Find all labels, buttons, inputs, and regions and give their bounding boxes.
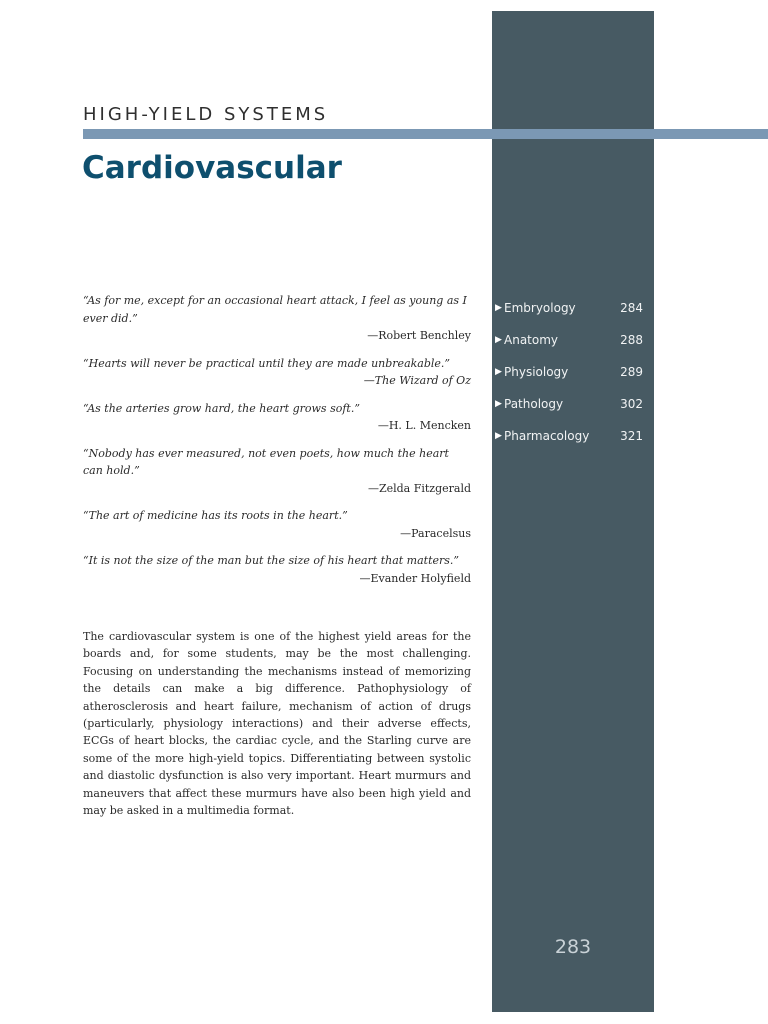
epigraph-quotes xyxy=(83,292,471,597)
quote-author: —H. L. Mencken xyxy=(377,419,471,432)
triangle-right-icon: ▶ xyxy=(495,303,502,313)
quote-author: —The Wizard of Oz xyxy=(363,374,471,387)
toc-item-anatomy[interactable] xyxy=(495,324,643,356)
quote xyxy=(83,445,471,498)
chapter-intro-paragraph: The cardiovascular system is one of the highest yield areas for the boards and, for some students, may be the most challenging. Focusing on understanding the mechanisms instead of memorizing the details can make a big difference. Pathophysiology of atherosclerosis and heart failure, mechanism of action of drugs (particularly, physiology interactions) and their adverse effects, ECGs of heart blocks, the cardiac cycle, and the Starling curve are some of the more high-yield topics. Differentiating between systolic and diastolic dysfunction is also very important. Heart murmurs and maneuvers that affect these murmurs have also been high yield and may be asked in a multimedia format. xyxy=(83,630,471,818)
toc-item-page: 302 xyxy=(620,397,643,411)
toc-item-page: 321 xyxy=(620,429,643,443)
quote-author: —Robert Benchley xyxy=(367,329,471,342)
toc-item-label: Pathology xyxy=(504,397,564,411)
page-number: 283 xyxy=(554,936,592,958)
toc-item-page: 289 xyxy=(620,365,643,379)
chapter-title: Cardiovascular xyxy=(82,150,342,186)
chapter-contents xyxy=(495,292,643,452)
toc-item-pathology[interactable] xyxy=(495,388,643,420)
header-rule xyxy=(83,129,768,139)
quote-text: “It is not the size of the man but the size of his heart that matters.” xyxy=(83,554,460,567)
toc-item-page: 284 xyxy=(620,301,643,315)
quote-text: “Nobody has ever measured, not even poets, how much the heart can hold.” xyxy=(83,446,449,477)
quote xyxy=(83,400,471,435)
triangle-right-icon: ▶ xyxy=(495,335,502,345)
quote-text: “The art of medicine has its roots in the heart.” xyxy=(83,509,348,522)
toc-item-label: Embryology xyxy=(504,301,576,315)
section-kicker: HIGH-YIELD SYSTEMS xyxy=(83,104,329,125)
triangle-right-icon: ▶ xyxy=(495,399,502,409)
quote xyxy=(83,292,471,345)
quote-author: —Evander Holyfield xyxy=(359,571,471,585)
quote-text: “As the arteries grow hard, the heart grows soft.” xyxy=(83,401,360,415)
chapter-sidebar xyxy=(492,11,654,1012)
quote-author: —Zelda Fitzgerald xyxy=(367,481,471,495)
toc-item-page: 288 xyxy=(620,333,643,347)
quote-text: “As for me, except for an occasional heart attack, I feel as young as I ever did.” xyxy=(83,294,467,325)
quote xyxy=(83,552,471,587)
quote-author: —Paracelsus xyxy=(400,526,471,540)
toc-item-label: Pharmacology xyxy=(504,429,590,443)
triangle-right-icon: ▶ xyxy=(495,431,502,441)
toc-item-label: Physiology xyxy=(504,365,569,379)
quote xyxy=(83,507,471,542)
toc-item-label: Anatomy xyxy=(504,333,559,347)
triangle-right-icon: ▶ xyxy=(495,367,502,377)
toc-item-physiology[interactable] xyxy=(495,356,643,388)
toc-item-embryology[interactable] xyxy=(495,292,643,324)
quote-text: “Hearts will never be practical until they are made unbreakable.” xyxy=(83,356,451,370)
quote xyxy=(83,355,471,390)
toc-item-pharmacology[interactable] xyxy=(495,420,643,452)
